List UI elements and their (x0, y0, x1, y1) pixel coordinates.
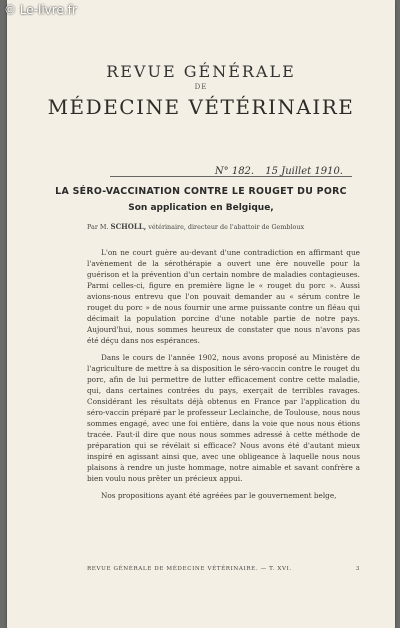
issue-number: N° 182. (214, 166, 255, 177)
watermark: © Le-livre.fr (4, 3, 77, 17)
document-page (7, 0, 395, 628)
paragraph: Dans le cours de l'année 1902, nous avons proposé au Ministère de l'agriculture de mettre à sa disposition le séro-vaccin contre le rouget du porc, afin de lui permettre de lutter efficacement contre cette maladie, qui, dans certaines contrées du pays, exerçait de terribles ravages. Considérant les résultats déjà obtenus en France par l'application du séro-vaccin préparé par le professeur Leclainche, de Toulouse, nous nous sommes engagé, avec une foi entière, dans la voie que nous nous étions tracée. Faut-il dire que nous nous sommes adressé à cette méthode de préparation qui se révélait si efficace? Nous avons été d'autant mieux inspiré en agissant ainsi que, avec une obligeance à laquelle nous nous plaisons à rendre un juste hommage, notre aimable et savant confrère a bien voulu nous prêter un précieux appui. (87, 353, 360, 483)
byline-suffix: vétérinaire, directeur de l'abattoir de Gembloux (148, 223, 305, 231)
article-byline (87, 222, 377, 231)
article-title: LA SÉRO-VACCINATION CONTRE LE ROUGET DU PORC (55, 186, 347, 197)
page-footer (87, 566, 360, 572)
article-body (87, 247, 360, 507)
paragraph: Nos propositions ayant été agréées par le gouvernement belge, (101, 491, 337, 500)
journal-title-line3: MÉDECINE VÉTÉRINAIRE (47, 95, 355, 119)
issue-date: 15 Juillet 1910. (265, 166, 343, 177)
footer-journal: REVUE GÉNÉRALE DE MÉDECINE VÉTÉRINAIRE. — T. XVI. (87, 566, 292, 572)
header-rule (110, 176, 352, 177)
paragraph: L'on ne court guère au-devant d'une contradiction en affirmant que l'avènement de la sérothérapie a ouvert une ère nouvelle pour la guérison et la prévention d'un certain nombre de maladies contagieuses. Parmi celles-ci, figure en première ligne le « rouget du porc ». Aussi avions-nous entrevu que l'on pouvait demander au « sérum contre le rouget du porc » de nous fournir une arme puissante contre un fléau qui décimait la population porcine d'une notable partie de notre pays. Aujourd'hui, nous sommes heureux de constater que nous n'avons pas été déçu dans nos espérances. (87, 248, 360, 345)
page-number: 3 (355, 566, 360, 572)
author-name: SCHOLL, (110, 222, 147, 231)
byline-prefix: Par M. (87, 223, 109, 231)
journal-title-line2: DE (194, 83, 208, 91)
journal-masthead (7, 62, 395, 119)
article-subtitle: Son application en Belgique, (128, 203, 274, 213)
journal-title-line1: REVUE GÉNÉRALE (106, 62, 296, 81)
